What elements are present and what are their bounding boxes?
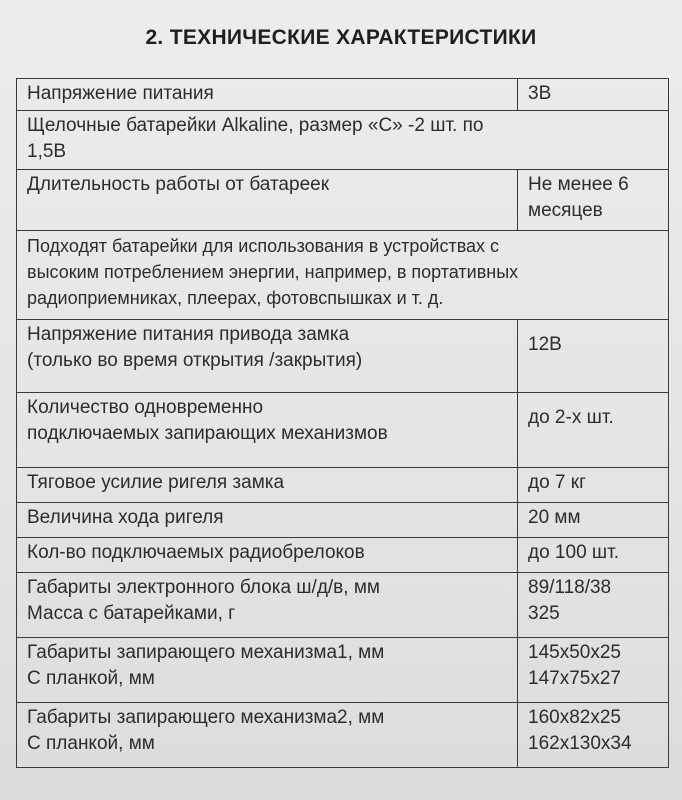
spec-label: Величина хода ригеля [17, 503, 518, 538]
spec-label: Напряжение питания [17, 79, 518, 111]
spec-value [518, 703, 669, 768]
table-row [17, 79, 669, 111]
spec-value [518, 573, 669, 638]
spec-label-line: Щелочные батарейки Alkaline, размер «С» -2 шт. по [27, 115, 484, 136]
spec-value: до 7 кг [518, 468, 669, 503]
spec-label [17, 320, 518, 393]
spec-label [17, 573, 518, 638]
spec-note-line: Подходят батарейки для использования в устройствах с [27, 236, 500, 256]
spec-label-line: Количество одновременно [27, 397, 264, 418]
spec-label: Кол-во подключаемых радиобрелоков [17, 538, 518, 573]
spec-value: 20 мм [518, 503, 669, 538]
table-row [17, 703, 669, 768]
section-title: 2. ТЕХНИЧЕСКИЕ ХАРАКТЕРИСТИКИ [145, 26, 537, 49]
spec-value [518, 638, 669, 703]
table-row [17, 638, 669, 703]
spec-note [17, 231, 669, 320]
spec-label [17, 393, 518, 468]
spec-value: 12В [518, 320, 669, 393]
spec-value-line: 89/118/38 [528, 577, 612, 598]
spec-label: Длительность работы от батареек [17, 170, 518, 231]
spec-value-line: 160x82x25 [528, 707, 621, 728]
spec-value: до 100 шт. [518, 538, 669, 573]
spec-label-line: С планкой, мм [27, 668, 155, 689]
table-row [17, 111, 669, 170]
spec-value: 3В [518, 79, 669, 111]
spec-label: Тяговое усилие ригеля замка [17, 468, 518, 503]
table-row [17, 231, 669, 320]
spec-label-line: Габариты запирающего механизма1, мм [27, 642, 385, 663]
spec-value-line: Не менее 6 [528, 174, 629, 195]
table-row [17, 538, 669, 573]
table-row [17, 393, 669, 468]
specifications-table [16, 78, 669, 768]
spec-label [17, 111, 669, 170]
table-row [17, 170, 669, 231]
spec-note-line: высоким потреблением энергии, например, в портативных [27, 262, 519, 282]
spec-value [518, 170, 669, 231]
table-row [17, 468, 669, 503]
spec-value-line: месяцев [528, 200, 603, 221]
spec-label-line: Масса с батарейками, г [27, 603, 236, 624]
spec-value-line: 162x130x34 [528, 733, 632, 754]
table-row [17, 503, 669, 538]
spec-label-line: (только во время открытия /закрытия) [27, 350, 363, 371]
table-row [17, 320, 669, 393]
spec-label [17, 703, 518, 768]
spec-value-line: 145x50x25 [528, 642, 621, 663]
table-row [17, 573, 669, 638]
spec-label-line: Габариты запирающего механизма2, мм [27, 707, 385, 728]
spec-note-line: радиоприемниках, плеерах, фотовспышках и т. д. [27, 288, 444, 308]
spec-value-line: 325 [528, 603, 560, 624]
spec-label-line: 1,5В [27, 141, 67, 162]
spec-label-line: подключаемых запирающих механизмов [27, 423, 388, 444]
spec-label-line: Габариты электронного блока ш/д/в, мм [27, 577, 380, 598]
spec-value-line: 147x75x27 [528, 668, 621, 689]
spec-label-line: Напряжение питания привода замка [27, 324, 350, 345]
spec-label [17, 638, 518, 703]
spec-label-line: С планкой, мм [27, 733, 155, 754]
spec-value: до 2-х шт. [518, 393, 669, 468]
